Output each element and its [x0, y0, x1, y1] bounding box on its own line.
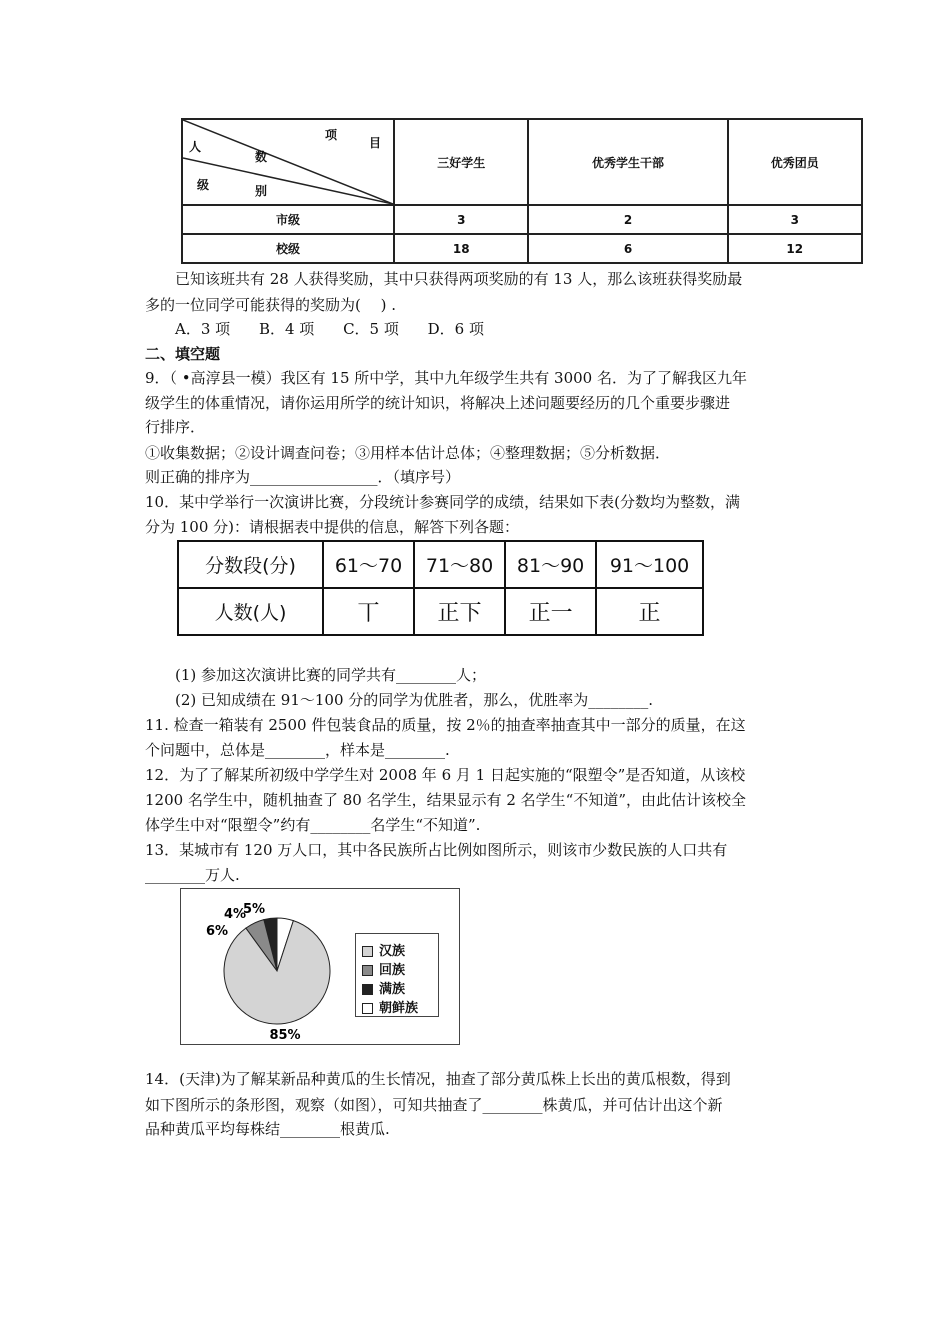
corner-ren: 人	[189, 140, 202, 154]
table-row	[182, 234, 862, 263]
diagonal-header-cell	[182, 119, 394, 205]
option-a: A．3 项	[175, 320, 231, 338]
q9-line4: ①收集数据；②设计调查问卷；③用样本估计总体；④整理数据；⑤分析数据．	[145, 444, 671, 462]
tally-cell: 丅	[323, 588, 414, 635]
table-cell: 12	[728, 234, 863, 263]
q10-line1: 10．某中学举行一次演讲比赛，分段统计参赛同学的成绩，结果如下表(分数均为整数，满	[145, 493, 740, 511]
q9-line5: 则正确的排序为_________________．（填序号）	[145, 468, 461, 486]
table-header: 分数段(分)	[178, 541, 323, 588]
q9-line1: 9．（ •高淳县一模）我区有 15 所中学，其中九年级学生共有 3000 名．为了了解我区九年	[145, 369, 747, 387]
table-header: 71～80	[414, 541, 505, 588]
score-table	[177, 540, 704, 636]
pie-label-0: 85%	[269, 1028, 301, 1043]
q13-line2: ________万人.	[145, 866, 240, 884]
legend-item: 汉族	[362, 940, 405, 959]
section-title: 二、填空题	[145, 345, 221, 363]
header-sanhao: 三好学生	[394, 119, 528, 205]
q11-line2: 个问题中，总体是________，样本是________.	[145, 741, 450, 759]
q10-line2: 分为 100 分)：请根据表中提供的信息，解答下列各题：	[145, 518, 520, 536]
table-header: 91～100	[596, 541, 703, 588]
q12-line2: 1200 名学生中，随机抽查了 80 名学生，结果显示有 2 名学生“不知道”，由此估计该校全	[145, 791, 746, 809]
corner-xiang: 项	[325, 128, 338, 142]
header-ganbu: 优秀学生干部	[528, 119, 727, 205]
table-cell: 6	[528, 234, 727, 263]
legend-box	[355, 933, 439, 1017]
pie-label-1: 6%	[205, 924, 229, 939]
q11-line1: 11. 检查一箱装有 2500 件包装食品的质量，按 2％的抽查率抽查其中一部分的质量，在这	[145, 716, 746, 734]
table-row	[182, 205, 862, 234]
corner-bie: 别	[255, 184, 268, 198]
table-cell: 3	[728, 205, 863, 234]
q14-line2: 如下图所示的条形图，观察（如图），可知共抽查了________株黄瓜，并可估计出这个新	[145, 1096, 723, 1114]
table-row	[178, 541, 703, 588]
option-b: B．4 项	[258, 320, 315, 338]
pie-chart-frame	[180, 888, 460, 1045]
row-label: 人数(人)	[178, 588, 323, 635]
tally-cell: 正下	[414, 588, 505, 635]
table-header: 81～90	[505, 541, 596, 588]
legend-item: 满族	[362, 978, 405, 997]
table-cell: 18	[394, 234, 528, 263]
q12-line1: 12．为了了解某所初级中学学生对 2008 年 6 月 1 日起实施的“限塑令”是否知道，从该校	[145, 766, 746, 784]
table-header: 61～70	[323, 541, 414, 588]
table-row	[178, 588, 703, 635]
q12-line3: 体学生中对“限塑令”约有________名学生“不知道”.	[145, 816, 481, 834]
q8-line1: 已知该班共有 28 人获得奖励，其中只获得两项奖励的有 13 人，那么该班获得奖励最	[175, 270, 743, 288]
q14-line3: 品种黄瓜平均每株结________根黄瓜.	[145, 1120, 390, 1138]
q8-options	[175, 318, 484, 340]
award-table	[181, 118, 863, 264]
table-cell: 3	[394, 205, 528, 234]
pie-label-3: 5%	[242, 902, 266, 917]
option-c: C．5 项	[343, 320, 399, 338]
diagonal-lines	[183, 120, 393, 204]
q13-line1: 13．某城市有 120 万人口，其中各民族所占比例如图所示，则该市少数民族的人口共有	[145, 841, 728, 859]
q10-sub2: (2) 已知成绩在 91～100 分的同学为优胜者，那么，优胜率为________.	[175, 691, 654, 709]
option-d: D．6 项	[427, 320, 484, 338]
tally-cell: 正	[596, 588, 703, 635]
q8-line2: 多的一位同学可能获得的奖励为( ) .	[145, 296, 397, 314]
q10-sub1: (1) 参加这次演讲比赛的同学共有________人；	[175, 666, 487, 684]
corner-shu: 数	[255, 150, 268, 164]
q9-line2: 级学生的体重情况，请你运用所学的统计知识，将解决上述问题要经历的几个重要步骤进	[145, 394, 731, 412]
corner-ji: 级	[197, 178, 210, 192]
q14-line1: 14．(天津)为了解某新品种黄瓜的生长情况，抽查了部分黄瓜株上长出的黄瓜根数，得到	[145, 1070, 731, 1088]
q9-line3: 行排序．	[145, 418, 206, 436]
row-label-school: 校级	[182, 234, 394, 263]
pie-label-2: 4%	[223, 907, 247, 922]
row-label-city: 市级	[182, 205, 394, 234]
table-cell: 2	[528, 205, 727, 234]
legend-item: 朝鲜族	[362, 997, 418, 1016]
corner-mu: 目	[369, 136, 382, 150]
tally-cell: 正一	[505, 588, 596, 635]
legend-item: 回族	[362, 959, 405, 978]
header-tuanyuan: 优秀团员	[728, 119, 863, 205]
